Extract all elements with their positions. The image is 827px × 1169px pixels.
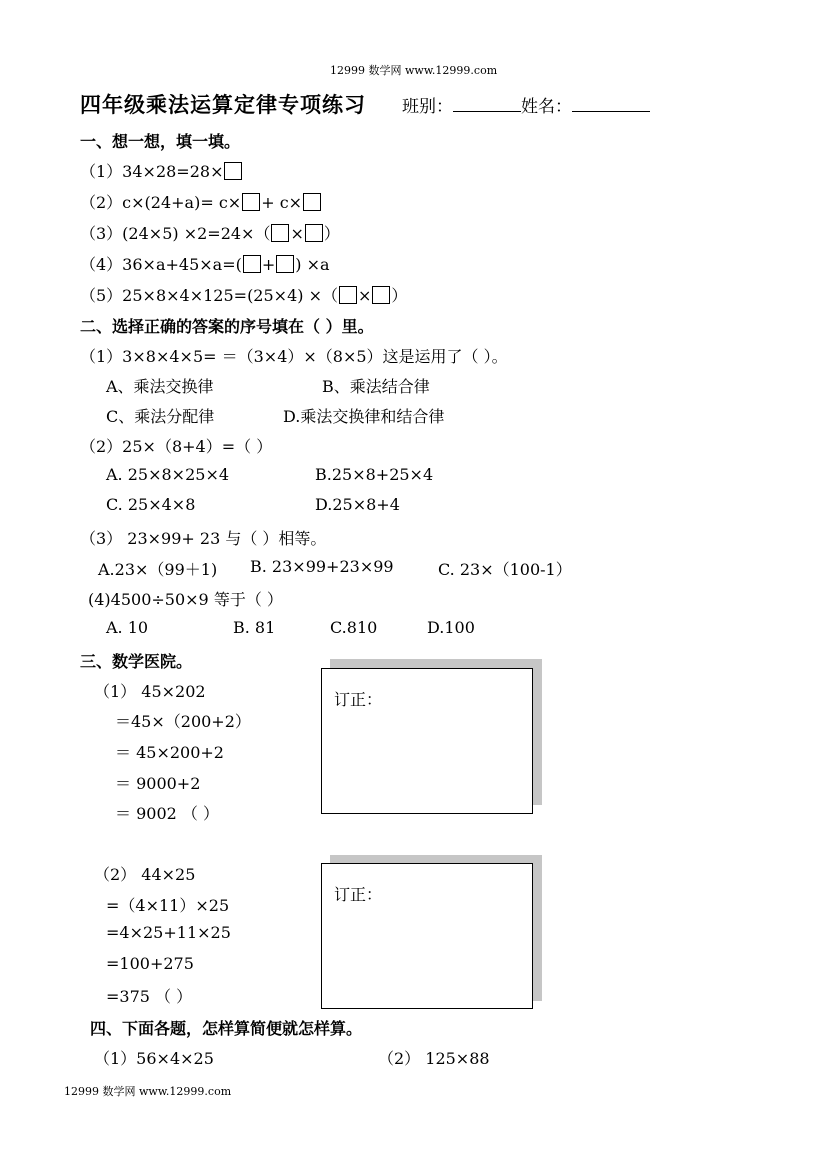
page-footer: 12999 数学网 www.12999.com [64, 1085, 232, 1098]
s1-q2 [80, 190, 322, 213]
class-blank[interactable] [453, 93, 521, 112]
s1-q3-text: （3）(24×5) ×2=24×（ [80, 224, 271, 243]
s2-q4: (4)4500÷50×9 等于（ ） [88, 590, 283, 609]
s2-q1-opt-a: A、乘法交换律 [106, 377, 214, 396]
section3-heading: 三、数学医院。 [80, 652, 193, 671]
s2-q2-opt-a: A. 25×8×25×4 [106, 465, 230, 484]
s1-q4-op: + [261, 255, 276, 274]
s2-q4-opt-b: B. 81 [233, 618, 276, 637]
p1-line-3: ＝ 45×200+2 [115, 743, 224, 762]
s1-q5-text: （5）25×8×4×125=(25×4) ×（ [80, 286, 338, 305]
page-header: 12999 数学网 www.12999.com [330, 64, 498, 77]
p2-line-4: =100+275 [106, 954, 194, 973]
s2-q3-opt-c: C. 23×（100-1） [438, 560, 572, 579]
section1-heading: 一、想一想，填一填。 [80, 132, 241, 151]
answer-box[interactable] [224, 162, 242, 180]
s2-q2: （2）25×（8+4）=（ ） [80, 437, 273, 456]
answer-box[interactable] [303, 193, 321, 211]
p1-line-2: ＝45×（200+2） [115, 712, 251, 731]
s2-q2-opt-b: B.25×8+25×4 [315, 465, 434, 484]
p2-line-5: =375 （ ） [106, 987, 193, 1006]
s2-q4-opt-a: A. 10 [106, 618, 149, 637]
s2-q1-opt-d: D.乘法交换律和结合律 [283, 407, 445, 426]
section4-heading: 四、下面各题，怎样算简便就怎样算。 [90, 1019, 363, 1038]
fix-box-2[interactable] [321, 863, 533, 1009]
answer-box[interactable] [243, 255, 261, 273]
s1-q4-close: ) ×a [295, 255, 330, 274]
s2-q4-opt-d: D.100 [427, 618, 475, 637]
p1-line-1: （1） 45×202 [94, 682, 206, 701]
answer-box[interactable] [271, 224, 289, 242]
section2-heading: 二、选择正确的答案的序号填在（ ）里。 [80, 317, 374, 336]
page-title: 四年级乘法运算定律专项练习 [80, 92, 366, 117]
class-field [402, 92, 650, 117]
s1-q3-op: × [290, 224, 304, 243]
p1-line-4: ＝ 9000+2 [115, 774, 201, 793]
p2-line-1: （2） 44×25 [94, 865, 196, 884]
fix-box-1[interactable] [321, 668, 533, 814]
fix-label-2: 订正： [334, 885, 383, 904]
s4-q1: （1）56×4×25 [94, 1049, 214, 1068]
s1-q5 [80, 283, 407, 306]
s2-q1: （1）3×8×4×5= ＝（3×4）×（8×5）这是运用了（ ）。 [80, 347, 508, 366]
name-blank[interactable] [572, 93, 650, 112]
answer-box[interactable] [305, 224, 323, 242]
s2-q4-opt-c: C.810 [330, 618, 378, 637]
p2-line-2: =（4×11）×25 [106, 896, 230, 915]
s4-q2: （2） 125×88 [378, 1049, 490, 1068]
answer-box[interactable] [276, 255, 294, 273]
answer-box[interactable] [372, 286, 390, 304]
s1-q3-close: ） [323, 224, 340, 243]
s1-q2-text: （2）c×(24+a)= c× [80, 193, 242, 212]
s2-q2-opt-d: D.25×8+4 [315, 495, 400, 514]
s2-q3: （3） 23×99+ 23 与（ ）相等。 [80, 529, 327, 548]
s1-q3 [80, 221, 340, 244]
s1-q4 [80, 252, 330, 275]
s1-q1-text: （1）34×28=28× [80, 162, 224, 181]
s2-q3-opt-a: A.23×（99＋1) [98, 560, 218, 579]
s2-q2-opt-c: C. 25×4×8 [106, 495, 196, 514]
s1-q2-text2: + c× [261, 193, 303, 212]
s1-q4-text: （4）36×a+45×a=( [80, 255, 242, 274]
name-label: 姓名： [521, 97, 572, 117]
answer-box[interactable] [339, 286, 357, 304]
s1-q1 [80, 159, 243, 182]
s1-q5-op: × [358, 286, 372, 305]
s1-q5-close: ） [391, 286, 408, 305]
s2-q3-opt-b: B. 23×99+23×99 [250, 557, 394, 576]
s2-q1-opt-b: B、乘法结合律 [322, 377, 430, 396]
fix-label-1: 订正： [334, 690, 383, 709]
s2-q1-opt-c: C、乘法分配律 [106, 407, 215, 426]
answer-box[interactable] [242, 193, 260, 211]
p1-line-5: ＝ 9002 （ ） [115, 804, 219, 823]
p2-line-3: =4×25+11×25 [106, 923, 231, 942]
class-label: 班别： [402, 97, 453, 117]
